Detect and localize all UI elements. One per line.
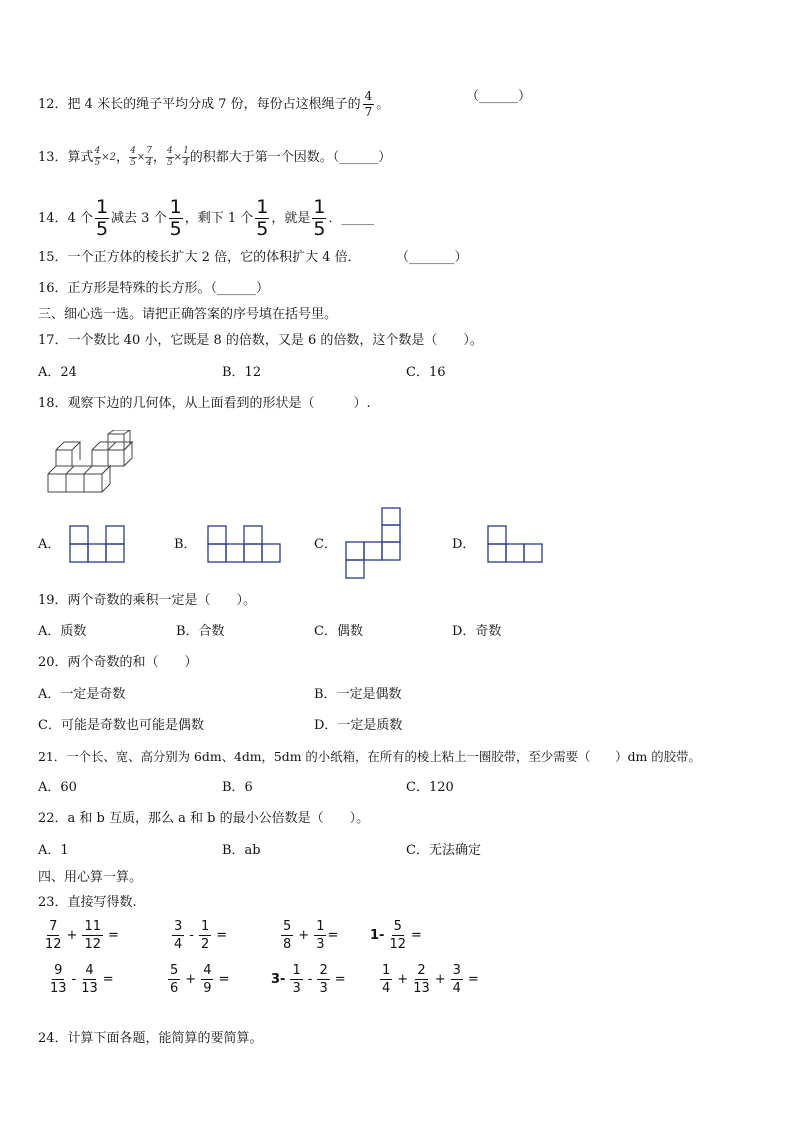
q13: 13．算式 $\frac{4}{5}$ ×2， $\frac{4}{5}$ × $\frac{7}{4}$ ， $\frac{4}{5}$ × $\frac{1}{4}$ 的积都大于第一个因数。（______） <box>38 146 392 168</box>
q20-option-b[interactable]: B．一定是偶数 <box>314 687 402 702</box>
q18-option-b[interactable]: B． <box>174 537 197 552</box>
q14: 14．4 个 $\frac{1}{5}$ 减去 3 个 $\frac{1}{5}$ ，剩下 1 个 $\frac{1}{5}$ ，就是 $\frac{1}{5}$ ．_____ <box>38 196 374 240</box>
q21-option-a[interactable]: A．60 <box>38 780 77 795</box>
q18-option-a[interactable]: A． <box>38 537 61 552</box>
q12-fraction: $\frac{4}{7}$ <box>364 89 373 119</box>
q22: 22．a 和 b 互质，那么 a 和 b 的最小公倍数是（ ）。 <box>38 811 370 826</box>
q23-expr-1-4: 1- $\frac{5}{12}$ = <box>370 919 422 952</box>
q18-option-d[interactable]: D． <box>452 537 476 552</box>
q24: 24．计算下面各题，能简算的要简算。 <box>38 1031 263 1046</box>
q23-expr-1-1: $\frac{7}{12}$ + $\frac{11}{12}$ = <box>45 919 119 952</box>
q21-option-c[interactable]: C．120 <box>406 780 454 795</box>
q19-option-a[interactable]: A．质数 <box>38 624 87 639</box>
q19-option-b[interactable]: B．合数 <box>176 624 225 639</box>
q21: 21．一个长、宽、高分别为 6dm、4dm，5dm 的小纸箱，在所有的棱上粘上一圈胶带，至少需要（ ）dm 的胶带。 <box>38 749 701 764</box>
q17-option-a[interactable]: A．24 <box>38 365 77 380</box>
q19-option-c[interactable]: C．偶数 <box>314 624 363 639</box>
section-3-heading: 三、细心选一选。请把正确答案的序号填在括号里。 <box>38 307 338 322</box>
q22-option-b[interactable]: B．ab <box>222 843 261 858</box>
q15-answer-bracket[interactable]: （_______） <box>396 250 468 265</box>
q12: 12．把 4 米长的绳子平均分成 7 份，每份占这根绳子的 $\frac{4}{7}$ 。 <box>38 89 390 119</box>
q15: 15．一个正方体的棱长扩大 2 倍，它的体积扩大 4 倍． <box>38 250 361 265</box>
q18-option-a-figure <box>69 525 125 563</box>
q19-option-d[interactable]: D．奇数 <box>452 624 502 639</box>
q18-option-d-figure <box>487 525 543 563</box>
q20-option-d[interactable]: D．一定是质数 <box>314 718 403 733</box>
q23-expr-2-1: $\frac{9}{13}$ - $\frac{4}{13}$ = <box>50 963 114 996</box>
q18-option-c-figure <box>345 507 401 579</box>
q12-text: 12．把 4 米长的绳子平均分成 7 份，每份占这根绳子的 <box>38 97 361 112</box>
cube-stack-figure <box>44 430 138 496</box>
q22-option-a[interactable]: A．1 <box>38 843 69 858</box>
q20-option-a[interactable]: A．一定是奇数 <box>38 687 126 702</box>
q23-expr-2-4: $\frac{1}{4}$ + $\frac{2}{13}$ + $\frac{3}{4}$ = <box>382 963 479 996</box>
q20-option-c[interactable]: C．可能是奇数也可能是偶数 <box>38 718 204 733</box>
q18-option-c[interactable]: C． <box>314 537 337 552</box>
q23-expr-2-2: $\frac{5}{6}$ + $\frac{4}{9}$ = <box>170 963 230 996</box>
q17-option-c[interactable]: C．16 <box>406 365 446 380</box>
q23-expr-1-3: $\frac{5}{8}$ + $\frac{1}{3}$ = <box>283 919 339 952</box>
q23-expr-1-2: $\frac{3}{4}$ - $\frac{1}{2}$ = <box>174 919 228 952</box>
section-4-heading: 四、用心算一算。 <box>38 870 143 885</box>
q17: 17．一个数比 40 小，它既是 8 的倍数，又是 6 的倍数，这个数是（ ）。 <box>38 333 483 348</box>
q20: 20．两个奇数的和（ ） <box>38 655 198 670</box>
q23-expr-2-3: 3- $\frac{1}{3}$ - $\frac{2}{3}$ = <box>271 963 346 996</box>
q17-option-b[interactable]: B．12 <box>222 365 262 380</box>
q23: 23．直接写得数. <box>38 895 137 910</box>
q16: 16．正方形是特殊的长方形。（______） <box>38 281 270 296</box>
q19: 19．两个奇数的乘积一定是（ ）。 <box>38 593 257 608</box>
q18: 18．观察下边的几何体，从上面看到的形状是（ ）. <box>38 396 371 411</box>
q12-answer-bracket[interactable]: （______） <box>466 89 532 104</box>
q21-option-b[interactable]: B．6 <box>222 780 253 795</box>
q18-option-b-figure <box>207 525 281 563</box>
q22-option-c[interactable]: C．无法确定 <box>406 843 481 858</box>
